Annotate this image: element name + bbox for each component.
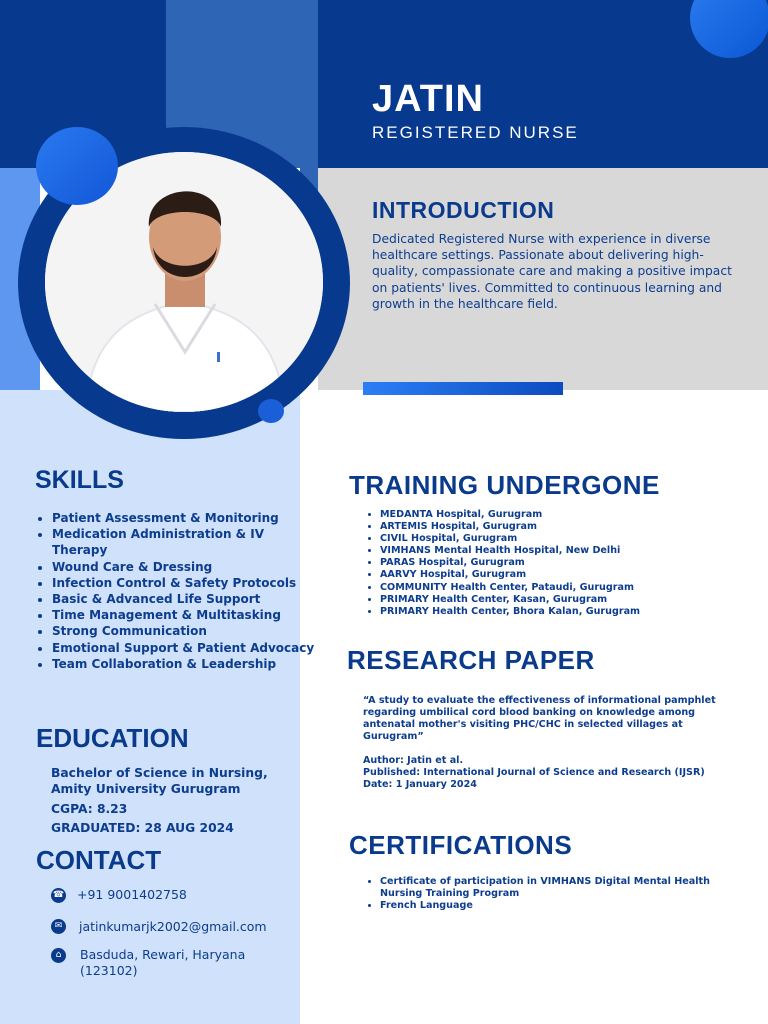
training-item: • ARTEMIS Hospital, Gurugram xyxy=(380,521,768,533)
skill-item: • Strong Communication xyxy=(52,623,322,639)
certifications-list xyxy=(362,876,740,912)
skill-item: • Wound Care & Dressing xyxy=(52,559,322,575)
contact-address: Basduda, Rewari, Haryana (123102) xyxy=(80,947,246,978)
person-name: JATIN xyxy=(372,78,484,120)
introduction-text: Dedicated Registered Nurse with experience in diverse healthcare settings. Passionate about delivering high-quality, compassionate care and making a positive impact on patients' lives. Committed to continuous learning and growth in the healthcare field. xyxy=(372,232,732,311)
training-item: • PRIMARY Health Center, Kasan, Gurugram xyxy=(380,594,768,606)
research-heading: RESEARCH PAPER xyxy=(347,645,595,675)
certifications-heading: CERTIFICATIONS xyxy=(349,830,573,860)
introduction-heading: INTRODUCTION xyxy=(372,197,555,223)
training-item: • CIVIL Hospital, Gurugram xyxy=(380,533,768,545)
education-heading: EDUCATION xyxy=(36,723,189,753)
training-item: • PARAS Hospital, Gurugram xyxy=(380,557,768,569)
skill-item: • Time Management & Multitasking xyxy=(52,607,322,623)
skill-item: • Team Collaboration & Leadership xyxy=(52,656,322,672)
accent-bar xyxy=(363,382,563,395)
certification-item: • Certificate of participation in VIMHANS Digital Mental Health Nursing Training Program xyxy=(380,876,740,900)
training-item: • MEDANTA Hospital, Gurugram xyxy=(380,509,768,521)
training-heading: TRAINING UNDERGONE xyxy=(349,470,660,500)
skill-item: • Patient Assessment & Monitoring xyxy=(52,510,322,526)
decor-circle-large xyxy=(36,127,118,205)
skill-item: • Medication Administration & IV Therapy xyxy=(52,526,322,558)
home-icon: ⌂ xyxy=(51,948,66,963)
research-author: Author: Jatin et al. xyxy=(363,755,464,766)
job-title: REGISTERED NURSE xyxy=(372,123,579,142)
email-icon: ✉ xyxy=(51,919,66,934)
education-graduation-date: GRADUATED: 28 AUG 2024 xyxy=(51,821,234,835)
training-item: • VIMHANS Mental Health Hospital, New Delhi xyxy=(380,545,768,557)
education-degree: Bachelor of Science in Nursing, Amity University Gurugram xyxy=(51,766,268,796)
research-date: Date: 1 January 2024 xyxy=(363,779,477,790)
research-title-quote: “A study to evaluate the effectiveness of informational pamphlet regarding umbilical cord blood banking on knowledge among antenatal mother's visiting PHC/CHC in selected villages at Gurugram” xyxy=(363,695,716,742)
training-list xyxy=(362,509,768,618)
skill-item: • Basic & Advanced Life Support xyxy=(52,591,322,607)
skill-item: • Emotional Support & Patient Advocacy xyxy=(52,640,322,656)
training-item: • COMMUNITY Health Center, Pataudi, Gurugram xyxy=(380,582,768,594)
certification-item: • French Language xyxy=(380,900,740,912)
phone-icon: ☎ xyxy=(51,888,66,903)
decor-circle-small xyxy=(258,399,284,423)
skills-list xyxy=(34,510,322,672)
contact-heading: CONTACT xyxy=(36,845,162,875)
skill-item: • Infection Control & Safety Protocols xyxy=(52,575,322,591)
skills-heading: SKILLS xyxy=(35,466,124,494)
research-publication: Published: International Journal of Science and Research (IJSR) xyxy=(363,767,705,778)
contact-email[interactable]: jatinkumarjk2002@gmail.com xyxy=(79,919,267,934)
training-item: • AARVY Hospital, Gurugram xyxy=(380,569,768,581)
training-item: • PRIMARY Health Center, Bhora Kalan, Gurugram xyxy=(380,606,768,618)
contact-phone[interactable]: +91 9001402758 xyxy=(77,887,187,902)
education-cgpa: CGPA: 8.23 xyxy=(51,802,128,816)
